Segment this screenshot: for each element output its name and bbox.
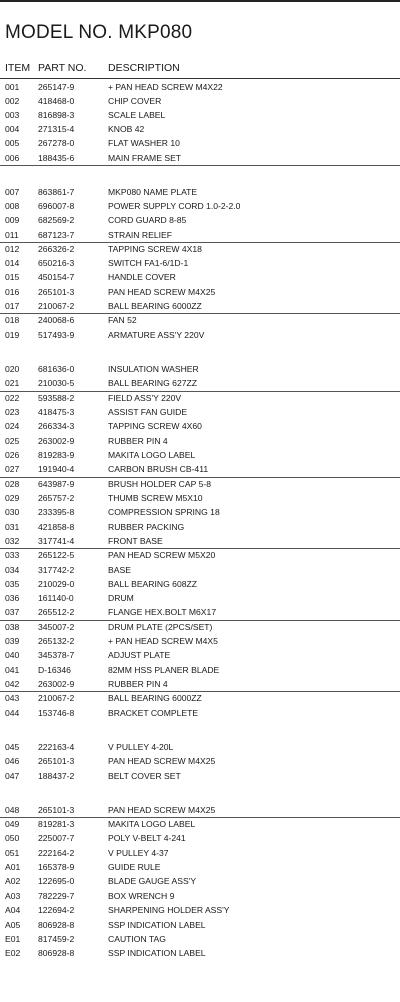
part-number: 682569-2 xyxy=(38,215,75,225)
table-row xyxy=(0,391,400,405)
part-number: 122695-0 xyxy=(38,876,75,886)
table-row xyxy=(0,299,400,313)
part-number: 421858-8 xyxy=(38,522,75,532)
item-number: 042 xyxy=(5,679,20,689)
table-row xyxy=(0,591,400,605)
item-number: 036 xyxy=(5,593,20,603)
item-number: 038 xyxy=(5,622,20,632)
item-number: 006 xyxy=(5,153,20,163)
item-number: 049 xyxy=(5,819,20,829)
item-number: 044 xyxy=(5,708,20,718)
table-row xyxy=(0,520,400,534)
column-header-description: DESCRIPTION xyxy=(108,62,180,74)
item-number: 004 xyxy=(5,124,20,134)
table-row xyxy=(0,505,400,519)
part-number: 233395-8 xyxy=(38,507,75,517)
part-description: GUIDE RULE xyxy=(108,862,161,872)
table-row xyxy=(0,256,400,270)
part-description: V PULLEY 4-20L xyxy=(108,742,174,752)
table-row xyxy=(0,946,400,960)
row-divider xyxy=(0,477,400,478)
page-title: MODEL NO. MKP080 xyxy=(5,22,193,43)
part-number: 210029-0 xyxy=(38,579,75,589)
part-description: MAKITA LOGO LABEL xyxy=(108,819,196,829)
item-number: A02 xyxy=(5,876,21,886)
part-description: DRUM PLATE (2PCS/SET) xyxy=(108,622,213,632)
item-number: 020 xyxy=(5,364,20,374)
part-description: FLANGE HEX.BOLT M6X17 xyxy=(108,607,217,617)
column-header-part-no: PART NO. xyxy=(38,62,87,74)
table-row xyxy=(0,740,400,754)
part-description: BALL BEARING 627ZZ xyxy=(108,378,197,388)
table-row xyxy=(0,405,400,419)
part-number: 265101-3 xyxy=(38,287,75,297)
table-row xyxy=(0,534,400,548)
part-description: + PAN HEAD SCREW M4X5 xyxy=(108,636,218,646)
part-description: STRAIN RELIEF xyxy=(108,230,172,240)
item-number: 005 xyxy=(5,138,20,148)
table-row xyxy=(0,932,400,946)
table-row xyxy=(0,80,400,94)
part-number: 222164-2 xyxy=(38,848,75,858)
table-row xyxy=(0,376,400,390)
item-number: 001 xyxy=(5,82,20,92)
item-number: 011 xyxy=(5,230,19,240)
part-description: TAPPING SCREW 4X60 xyxy=(108,421,202,431)
part-description: MKP080 NAME PLATE xyxy=(108,187,198,197)
part-description: BASE xyxy=(108,565,131,575)
part-description: BRACKET COMPLETE xyxy=(108,708,199,718)
part-description: MAIN FRAME SET xyxy=(108,153,182,163)
part-number: 188435-6 xyxy=(38,153,75,163)
part-number: 681636-0 xyxy=(38,364,75,374)
item-number: 019 xyxy=(5,330,20,340)
part-number: 418468-0 xyxy=(38,96,75,106)
item-number: 040 xyxy=(5,650,20,660)
part-description: BELT COVER SET xyxy=(108,771,181,781)
table-row xyxy=(0,151,400,165)
table-row xyxy=(0,185,400,199)
item-number: 031 xyxy=(5,522,20,532)
item-number: 045 xyxy=(5,742,20,752)
table-row xyxy=(0,903,400,917)
part-description: ADJUST PLATE xyxy=(108,650,171,660)
part-description: BALL BEARING 6000ZZ xyxy=(108,301,202,311)
table-row xyxy=(0,448,400,462)
item-number: 051 xyxy=(5,848,20,858)
part-description: THUMB SCREW M5X10 xyxy=(108,493,203,503)
table-row xyxy=(0,199,400,213)
part-number: 265101-3 xyxy=(38,805,75,815)
item-number: 033 xyxy=(5,550,20,560)
table-row xyxy=(0,94,400,108)
item-number: 002 xyxy=(5,96,20,106)
part-description: CAUTION TAG xyxy=(108,934,166,944)
part-number: 265132-2 xyxy=(38,636,75,646)
part-description: CARBON BRUSH CB-411 xyxy=(108,464,209,474)
part-number: 122694-2 xyxy=(38,905,75,915)
item-number: 027 xyxy=(5,464,20,474)
part-number: 161140-0 xyxy=(38,593,74,603)
part-number: 265757-2 xyxy=(38,493,75,503)
table-row xyxy=(0,889,400,903)
table-header xyxy=(0,62,400,78)
item-number: 022 xyxy=(5,393,20,403)
table-row xyxy=(0,328,400,342)
table-row xyxy=(0,691,400,705)
table-row xyxy=(0,754,400,768)
part-number: 210067-2 xyxy=(38,301,75,311)
table-row xyxy=(0,548,400,562)
part-number: 450154-7 xyxy=(38,272,75,282)
part-description: DRUM xyxy=(108,593,134,603)
part-description: FRONT BASE xyxy=(108,536,163,546)
table-row xyxy=(0,769,400,783)
item-number: 015 xyxy=(5,272,20,282)
table-row xyxy=(0,108,400,122)
item-number: A03 xyxy=(5,891,21,901)
item-number: 039 xyxy=(5,636,20,646)
part-number: 265147-9 xyxy=(38,82,75,92)
table-row xyxy=(0,663,400,677)
item-number: 032 xyxy=(5,536,20,546)
table-row xyxy=(0,213,400,227)
part-description: RUBBER PIN 4 xyxy=(108,436,168,446)
item-number: 018 xyxy=(5,315,20,325)
item-number: 050 xyxy=(5,833,20,843)
table-row xyxy=(0,706,400,720)
table-row xyxy=(0,577,400,591)
table-row xyxy=(0,918,400,932)
part-number: 819283-9 xyxy=(38,450,75,460)
row-divider xyxy=(0,817,400,818)
part-number: 240068-6 xyxy=(38,315,75,325)
item-number: 014 xyxy=(5,258,20,268)
part-description: ARMATURE ASS'Y 220V xyxy=(108,330,205,340)
part-number: 806928-8 xyxy=(38,920,75,930)
part-number: 806928-8 xyxy=(38,948,75,958)
part-number: 817459-2 xyxy=(38,934,75,944)
table-row xyxy=(0,605,400,619)
part-number: 263002-9 xyxy=(38,436,75,446)
part-description: KNOB 42 xyxy=(108,124,145,134)
part-description: TAPPING SCREW 4X18 xyxy=(108,244,202,254)
part-description: PAN HEAD SCREW M4X25 xyxy=(108,805,216,815)
part-description: MAKITA LOGO LABEL xyxy=(108,450,196,460)
item-number: 007 xyxy=(5,187,20,197)
part-number: 863861-7 xyxy=(38,187,75,197)
part-number: 153746-8 xyxy=(38,708,75,718)
item-number: 043 xyxy=(5,693,20,703)
part-description: SSP INDICATION LABEL xyxy=(108,920,206,930)
table-row xyxy=(0,634,400,648)
part-description: PAN HEAD SCREW M4X25 xyxy=(108,756,216,766)
part-description: SSP INDICATION LABEL xyxy=(108,948,206,958)
part-number: 266326-2 xyxy=(38,244,75,254)
item-number: 009 xyxy=(5,215,20,225)
row-divider xyxy=(0,242,400,243)
part-number: 265101-3 xyxy=(38,756,75,766)
table-row xyxy=(0,860,400,874)
part-number: 165378-9 xyxy=(38,862,75,872)
part-description: BRUSH HOLDER CAP 5-8 xyxy=(108,479,211,489)
item-number: 028 xyxy=(5,479,20,489)
item-number: 012 xyxy=(5,244,20,254)
item-number: 017 xyxy=(5,301,20,311)
part-number: 266334-3 xyxy=(38,421,75,431)
item-number: E01 xyxy=(5,934,21,944)
item-number: 029 xyxy=(5,493,20,503)
item-number: 003 xyxy=(5,110,20,120)
row-divider xyxy=(0,691,400,692)
item-number: 047 xyxy=(5,771,20,781)
row-divider xyxy=(0,313,400,314)
row-divider xyxy=(0,165,400,166)
item-number: 026 xyxy=(5,450,20,460)
part-description: 82MM HSS PLANER BLADE xyxy=(108,665,220,675)
table-row xyxy=(0,228,400,242)
table-row xyxy=(0,136,400,150)
part-number: 317742-2 xyxy=(38,565,75,575)
item-number: 008 xyxy=(5,201,20,211)
part-number: 210030-5 xyxy=(38,378,75,388)
table-row xyxy=(0,831,400,845)
part-description: BLADE GAUGE ASS'Y xyxy=(108,876,197,886)
table-row xyxy=(0,677,400,691)
part-number: 650216-3 xyxy=(38,258,75,268)
part-description: RUBBER PIN 4 xyxy=(108,679,168,689)
table-row xyxy=(0,462,400,476)
item-number: A05 xyxy=(5,920,21,930)
part-number: 345378-7 xyxy=(38,650,75,660)
part-description: SWITCH FA1-6/1D-1 xyxy=(108,258,189,268)
part-description: HANDLE COVER xyxy=(108,272,176,282)
item-number: A04 xyxy=(5,905,21,915)
table-row xyxy=(0,563,400,577)
item-number: 021 xyxy=(5,378,20,388)
part-number: 819281-3 xyxy=(38,819,75,829)
item-number: 025 xyxy=(5,436,20,446)
table-row xyxy=(0,362,400,376)
row-divider xyxy=(0,548,400,549)
item-number: 046 xyxy=(5,756,20,766)
part-description: CHIP COVER xyxy=(108,96,162,106)
table-row xyxy=(0,434,400,448)
part-number: 696007-8 xyxy=(38,201,75,211)
part-description: RUBBER PACKING xyxy=(108,522,185,532)
part-number: 782229-7 xyxy=(38,891,75,901)
table-row xyxy=(0,270,400,284)
part-description: ASSIST FAN GUIDE xyxy=(108,407,188,417)
part-number: 816898-3 xyxy=(38,110,75,120)
part-number: 271315-4 xyxy=(38,124,75,134)
part-description: BALL BEARING 6000ZZ xyxy=(108,693,202,703)
part-number: D-16346 xyxy=(38,665,71,675)
part-description: SHARPENING HOLDER ASS'Y xyxy=(108,905,230,915)
part-number: 188437-2 xyxy=(38,771,75,781)
part-description: POLY V-BELT 4-241 xyxy=(108,833,186,843)
part-description: CORD GUARD 8-85 xyxy=(108,215,187,225)
part-description: COMPRESSION SPRING 18 xyxy=(108,507,220,517)
item-number: E02 xyxy=(5,948,21,958)
item-number: 016 xyxy=(5,287,20,297)
part-number: 687123-7 xyxy=(38,230,75,240)
part-description: FLAT WASHER 10 xyxy=(108,138,180,148)
item-number: A01 xyxy=(5,862,21,872)
part-number: 222163-4 xyxy=(38,742,75,752)
table-row xyxy=(0,846,400,860)
table-row xyxy=(0,419,400,433)
item-number: 034 xyxy=(5,565,20,575)
table-row xyxy=(0,285,400,299)
part-number: 265122-5 xyxy=(38,550,75,560)
table-row xyxy=(0,491,400,505)
table-row xyxy=(0,817,400,831)
part-description: BALL BEARING 608ZZ xyxy=(108,579,197,589)
item-number: 037 xyxy=(5,607,20,617)
item-number: 035 xyxy=(5,579,20,589)
table-row xyxy=(0,242,400,256)
item-number: 041 xyxy=(5,665,20,675)
top-border xyxy=(0,0,400,2)
part-description: FAN 52 xyxy=(108,315,137,325)
item-number: 048 xyxy=(5,805,20,815)
part-number: 593588-2 xyxy=(38,393,75,403)
part-number: 265512-2 xyxy=(38,607,75,617)
part-number: 210067-2 xyxy=(38,693,75,703)
item-number: 030 xyxy=(5,507,20,517)
part-number: 418475-3 xyxy=(38,407,75,417)
header-divider xyxy=(0,78,400,79)
table-row xyxy=(0,122,400,136)
row-divider xyxy=(0,620,400,621)
table-row xyxy=(0,803,400,817)
part-number: 317741-4 xyxy=(38,536,75,546)
part-number: 225007-7 xyxy=(38,833,75,843)
part-number: 517493-9 xyxy=(38,330,75,340)
part-number: 643987-9 xyxy=(38,479,75,489)
table-row xyxy=(0,477,400,491)
table-row xyxy=(0,874,400,888)
row-divider xyxy=(0,391,400,392)
part-description: PAN HEAD SCREW M5X20 xyxy=(108,550,216,560)
part-description: + PAN HEAD SCREW M4X22 xyxy=(108,82,223,92)
part-description: INSULATION WASHER xyxy=(108,364,199,374)
part-number: 345007-2 xyxy=(38,622,75,632)
part-description: FIELD ASS'Y 220V xyxy=(108,393,182,403)
part-description: POWER SUPPLY CORD 1.0-2-2.0 xyxy=(108,201,241,211)
part-description: V PULLEY 4-37 xyxy=(108,848,169,858)
table-row xyxy=(0,313,400,327)
part-description: BOX WRENCH 9 xyxy=(108,891,175,901)
part-number: 263002-9 xyxy=(38,679,75,689)
part-number: 267278-0 xyxy=(38,138,75,148)
part-number: 191940-4 xyxy=(38,464,75,474)
item-number: 024 xyxy=(5,421,20,431)
table-row xyxy=(0,620,400,634)
part-description: PAN HEAD SCREW M4X25 xyxy=(108,287,216,297)
item-number: 023 xyxy=(5,407,20,417)
column-header-item: ITEM xyxy=(5,62,31,74)
table-row xyxy=(0,648,400,662)
part-description: SCALE LABEL xyxy=(108,110,166,120)
